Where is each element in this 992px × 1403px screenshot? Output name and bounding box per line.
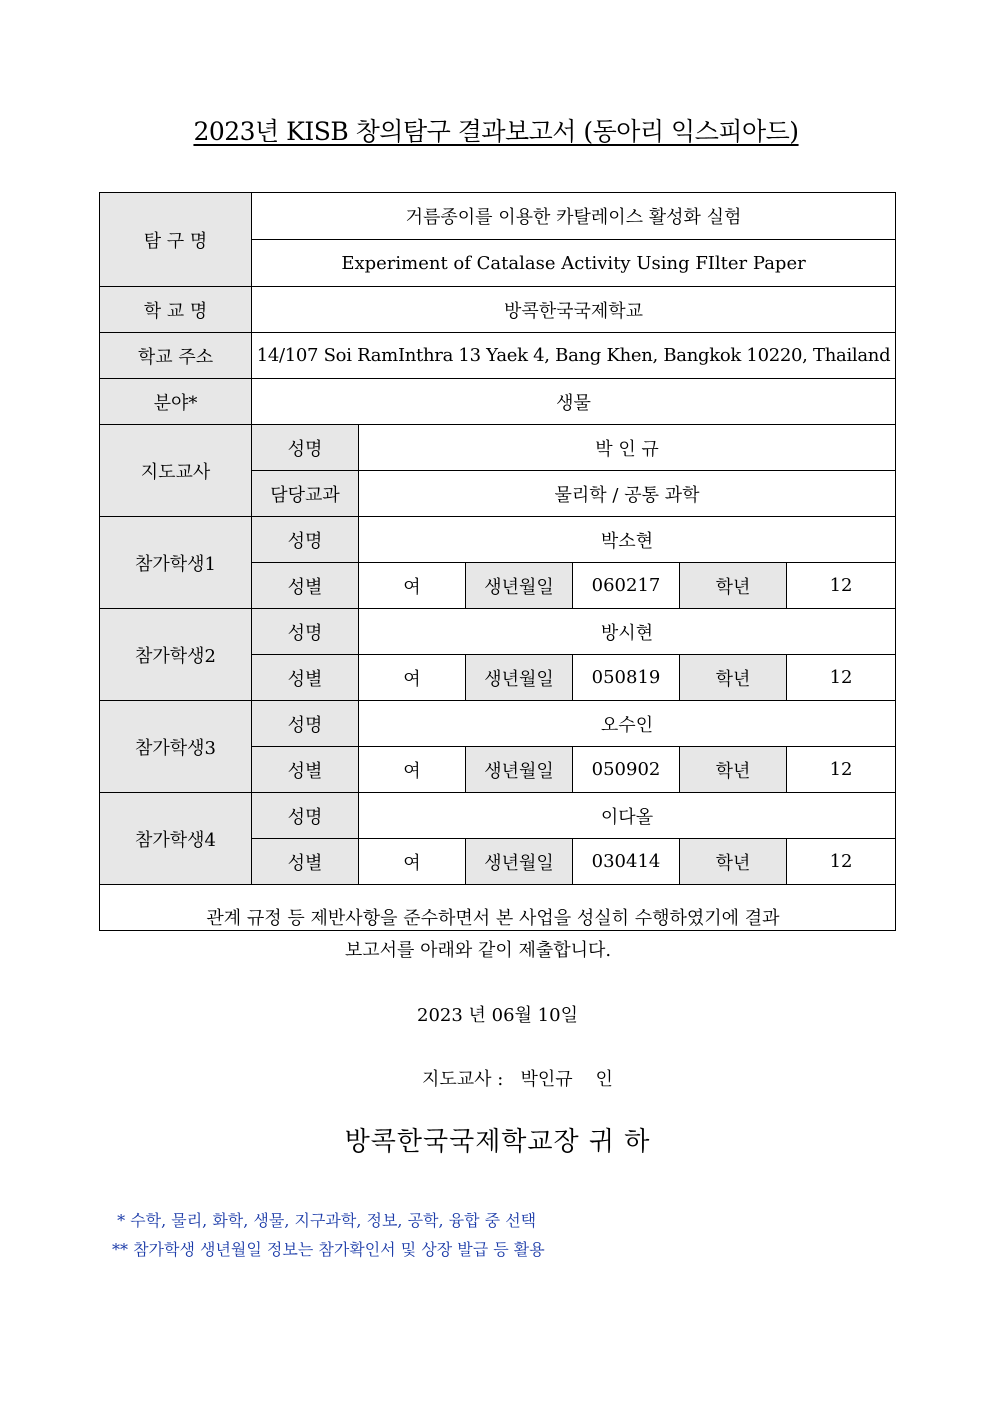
student-grade-value: 12 [787, 655, 896, 701]
student-gender-label: 성별 [252, 747, 359, 793]
student-grade-label: 학년 [680, 747, 787, 793]
declaration-section [100, 885, 896, 1157]
advisor-name-value: 박 인 규 [359, 425, 896, 471]
student-label: 참가학생1 [100, 517, 252, 609]
student-gender-label: 성별 [252, 655, 359, 701]
student-birth-value: 060217 [573, 563, 680, 609]
student-grade-label: 학년 [680, 655, 787, 701]
school-name-label: 학 교 명 [100, 287, 252, 333]
research-title-en: Experiment of Catalase Activity Using FIlter Paper [252, 240, 896, 287]
student-gender-value: 여 [359, 655, 466, 701]
document-title: 2023년 KISB 창의탐구 결과보고서 (동아리 익스피아드) [193, 117, 799, 146]
school-address-label: 학교 주소 [100, 333, 252, 379]
student-grade-value: 12 [787, 563, 896, 609]
school-address-value: 14/107 Soi RamInthra 13 Yaek 4, Bang Khen, Bangkok 10220, Thailand [252, 333, 896, 379]
student-birth-label: 생년월일 [466, 747, 573, 793]
research-name-label: 탐 구 명 [100, 193, 252, 287]
student-label: 참가학생4 [100, 793, 252, 885]
student-gender-label: 성별 [252, 563, 359, 609]
school-name-value: 방콕한국국제학교 [252, 287, 896, 333]
student-birth-value: 050902 [573, 747, 680, 793]
advisor-subject-value: 물리학 / 공통 과학 [359, 471, 896, 517]
field-value: 생물 [252, 379, 896, 425]
student-name-value: 오수인 [359, 701, 896, 747]
student-grade-label: 학년 [680, 563, 787, 609]
declaration-text [118, 903, 838, 967]
student-grade-value: 12 [787, 747, 896, 793]
student-birth-label: 생년월일 [466, 655, 573, 701]
field-label: 분야* [100, 379, 252, 425]
advisor-signature: 지도교사 : 박인규 인 [422, 1069, 613, 1090]
student-name-label: 성명 [252, 701, 359, 747]
research-title-ko: 거름종이를 이용한 카탈레이스 활성화 실험 [252, 193, 896, 240]
submission-date: 2023 년 06월 10일 [417, 1005, 578, 1026]
student-label: 참가학생3 [100, 701, 252, 793]
student-gender-value: 여 [359, 839, 466, 885]
student-gender-value: 여 [359, 563, 466, 609]
report-form-table [99, 192, 896, 1157]
student-name-label: 성명 [252, 609, 359, 655]
student-name-label: 성명 [252, 517, 359, 563]
student-name-value: 방시현 [359, 609, 896, 655]
student-name-value: 이다올 [359, 793, 896, 839]
student-grade-value: 12 [787, 839, 896, 885]
advisor-label: 지도교사 [100, 425, 252, 517]
footnotes [112, 1206, 545, 1264]
declaration-line: 관계 규정 등 제반사항을 준수하면서 본 사업을 성실히 수행하였기에 결과 [206, 908, 780, 929]
student-birth-label: 생년월일 [466, 839, 573, 885]
student-name-value: 박소현 [359, 517, 896, 563]
footnote: ** 참가학생 생년월일 정보는 참가확인서 및 상장 발급 등 활용 [112, 1240, 545, 1259]
student-name-label: 성명 [252, 793, 359, 839]
footnote: * 수학, 물리, 화학, 생물, 지구과학, 정보, 공학, 융합 중 선택 [112, 1211, 537, 1230]
student-birth-value: 050819 [573, 655, 680, 701]
advisor-name-label: 성명 [252, 425, 359, 471]
student-gender-value: 여 [359, 747, 466, 793]
student-gender-label: 성별 [252, 839, 359, 885]
student-grade-label: 학년 [680, 839, 787, 885]
student-birth-value: 030414 [573, 839, 680, 885]
student-birth-label: 생년월일 [466, 563, 573, 609]
addressee: 방콕한국국제학교장 귀 하 [344, 1127, 651, 1157]
student-label: 참가학생2 [100, 609, 252, 701]
declaration-line: 보고서를 아래와 같이 제출합니다. [344, 940, 612, 961]
advisor-subject-label: 담당교과 [252, 471, 359, 517]
